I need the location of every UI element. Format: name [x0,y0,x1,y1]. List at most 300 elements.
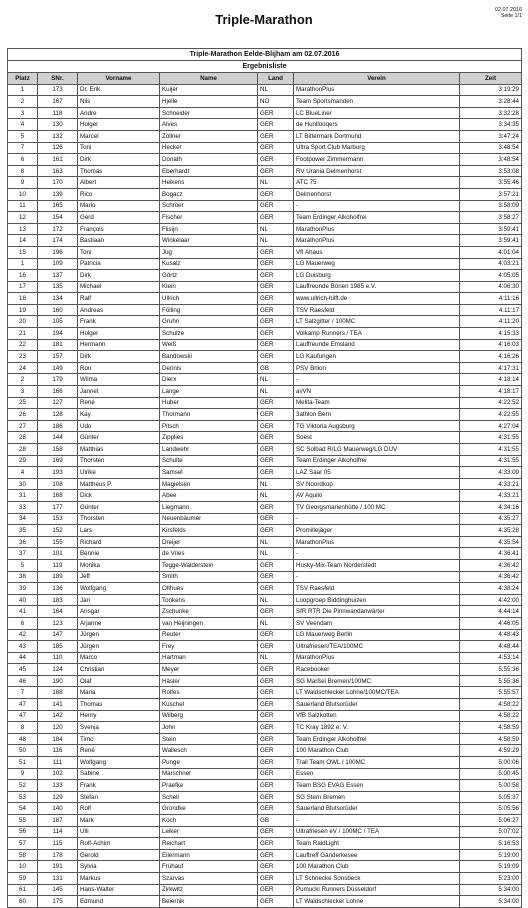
cell-zeit: 3:48:54 [460,142,522,154]
cell-name: Häsler [160,675,258,687]
cell-zeit: 4:17:31 [460,362,522,374]
cell-name: Leiker [160,826,258,838]
cell-land: GER [258,896,294,908]
cell-name: Praefke [160,780,258,792]
table-row [8,884,522,896]
table-row [8,130,522,142]
cell-snr: 186 [38,420,78,432]
cell-zeit: 5:00:58 [460,780,522,792]
cell-vorname: Olaf [78,675,160,687]
cell-verein: Melita-Team [294,397,460,409]
cell-land: GER [258,699,294,711]
cell-verein: LAZ Saar 05 [294,467,460,479]
cell-platz: 46 [8,675,38,687]
cell-platz: 39 [8,583,38,595]
cell-zeit: 4:11:20 [460,316,522,328]
cell-platz: 1 [8,258,38,270]
cell-snr: 175 [38,896,78,908]
cell-platz: 15 [8,246,38,258]
cell-zeit: 4:11:16 [460,293,522,305]
cell-vorname: Mark [78,815,160,827]
cell-verein: LT Schnecke Sonsbeck [294,872,460,884]
cell-zeit: 4:16:03 [460,339,522,351]
cell-verein: Footpower Zimmermann [294,154,460,166]
cell-name: Koch [160,815,258,827]
cell-land: NL [258,223,294,235]
cell-snr: 128 [38,409,78,421]
cell-verein: www.ullrich-hilft.de [294,293,460,305]
cell-land: GER [258,293,294,305]
cell-land: GER [258,629,294,641]
cell-vorname: Günter [78,432,160,444]
cell-snr: 115 [38,838,78,850]
cell-zeit: 4:11:17 [460,304,522,316]
cell-snr: 123 [38,617,78,629]
cell-land: NL [258,235,294,247]
cell-name: Huber [160,397,258,409]
header-date-block [495,7,522,20]
cell-vorname: Andre [78,107,160,119]
cell-zeit: 4:34:16 [460,501,522,513]
cell-platz: 7 [8,142,38,154]
cell-zeit: 3:59:41 [460,235,522,247]
cell-snr: 183 [38,594,78,606]
cell-vorname: Ulli [78,826,160,838]
table-row [8,177,522,189]
cell-verein: Delmenhorst [294,188,460,200]
cell-name: Reichart [160,838,258,850]
cell-name: Fischer [160,212,258,224]
cell-vorname: Rico [78,188,160,200]
cell-platz: 3 [8,386,38,398]
cell-platz: 59 [8,872,38,884]
cell-land: GER [258,583,294,595]
column-header: Vorname [78,73,160,85]
table-row [8,235,522,247]
cell-land: GER [258,455,294,467]
cell-verein: Ultra Sport Club Marburg [294,142,460,154]
cell-verein: LT Waldschlecker Lohne [294,896,460,908]
cell-snr: 114 [38,826,78,838]
cell-land: GER [258,525,294,537]
table-row [8,478,522,490]
table-row [8,316,522,328]
cell-land: GER [258,745,294,757]
cell-verein: - [294,374,460,386]
cell-snr: 108 [38,478,78,490]
cell-zeit: 3:58:09 [460,200,522,212]
cell-snr: 132 [38,130,78,142]
table-row [8,165,522,177]
column-header: Zeit [460,73,522,85]
cell-vorname: Stefan [78,791,160,803]
cell-snr: 185 [38,641,78,653]
cell-land: GER [258,212,294,224]
table-row [8,270,522,282]
cell-platz: 60 [8,896,38,908]
cell-snr: 169 [38,455,78,467]
cell-zeit: 4:59:29 [460,745,522,757]
cell-verein: MarathonPlus [294,536,460,548]
cell-land: NL [258,84,294,96]
cell-platz: 55 [8,815,38,827]
table-row [8,490,522,502]
page-number: Seite 1/1 [500,13,522,20]
cell-verein: - [294,571,460,583]
cell-platz: 9 [8,768,38,780]
cell-platz: 48 [8,733,38,745]
cell-vorname: Maria [78,687,160,699]
cell-snr: 170 [38,177,78,189]
cell-vorname: Sabine [78,768,160,780]
cell-name: Görtz [160,270,258,282]
cell-platz: 58 [8,849,38,861]
cell-verein: Trail Team OWL / 100MC [294,757,460,769]
cell-vorname: Wolfgang [78,583,160,595]
cell-platz: 1 [8,84,38,96]
cell-vorname: Andreas [78,304,160,316]
cell-zeit: 3:47:24 [460,130,522,142]
cell-zeit: 5:06:27 [460,815,522,827]
cell-vorname: Wolfgang [78,757,160,769]
cell-name: Rolfes [160,687,258,699]
cell-name: John [160,722,258,734]
cell-name: Heikens [160,177,258,189]
cell-name: Weiß [160,339,258,351]
cell-land: NO [258,96,294,108]
cell-land: GER [258,501,294,513]
cell-platz: 13 [8,223,38,235]
table-row [8,258,522,270]
cell-vorname: Matthias [78,444,160,456]
table-row [8,246,522,258]
cell-zeit: 4:42:00 [460,594,522,606]
cell-land: GER [258,258,294,270]
cell-name: Kuijer [160,84,258,96]
cell-verein: - [294,815,460,827]
cell-snr: 184 [38,733,78,745]
cell-snr: 139 [38,188,78,200]
cell-name: Zipplies [160,432,258,444]
cell-vorname: Thomas [78,699,160,711]
cell-platz: 24 [8,362,38,374]
cell-vorname: Lars [78,525,160,537]
cell-snr: 160 [38,304,78,316]
table-row [8,536,522,548]
cell-zeit: 4:58:59 [460,733,522,745]
cell-platz: 9 [8,177,38,189]
cell-zeit: 3:55:46 [460,177,522,189]
cell-platz: 47 [8,710,38,722]
cell-name: de Vries [160,548,258,560]
table-row [8,455,522,467]
cell-vorname: Ulrike [78,467,160,479]
cell-vorname: Sylvia [78,861,160,873]
cell-vorname: Arjanne [78,617,160,629]
table-row [8,432,522,444]
cell-snr: 164 [38,606,78,618]
cell-land: GER [258,420,294,432]
cell-vorname: Rolf-Achim [78,838,160,850]
cell-zeit: 4:22:55 [460,409,522,421]
cell-land: GER [258,107,294,119]
table-row [8,617,522,629]
cell-zeit: 5:55:36 [460,664,522,676]
table-row [8,606,522,618]
cell-vorname: Svenja [78,722,160,734]
table-row [8,420,522,432]
cell-vorname: Toni [78,142,160,154]
cell-zeit: 4:33:21 [460,478,522,490]
cell-platz: 3 [8,107,38,119]
cell-verein: LC BlueLiner [294,107,460,119]
cell-name: Grondke [160,803,258,815]
table-row [8,96,522,108]
cell-platz: 33 [8,501,38,513]
cell-verein: Volkamp Runners / TEA [294,328,460,340]
table-row [8,501,522,513]
cell-verein: TC Kray 1892 e. V. [294,722,460,734]
cell-platz: 17 [8,281,38,293]
cell-verein: Team BSG EVAG Essen [294,780,460,792]
cell-platz: 27 [8,420,38,432]
cell-platz: 19 [8,304,38,316]
cell-land: NL [258,536,294,548]
cell-name: Eberhardt [160,165,258,177]
cell-snr: 154 [38,212,78,224]
cell-land: GER [258,571,294,583]
cell-land: GER [258,467,294,479]
cell-vorname: Thomas [78,165,160,177]
cell-zeit: 4:35:28 [460,525,522,537]
cell-land: NL [258,177,294,189]
results-table [7,48,522,908]
cell-land: GER [258,328,294,340]
cell-name: Abee [160,490,258,502]
table-row [8,444,522,456]
table-row [8,559,522,571]
table-row [8,293,522,305]
cell-platz: 10 [8,188,38,200]
cell-name: Beiernik [160,896,258,908]
table-subtitle-row [8,61,522,73]
cell-vorname: Jan [78,594,160,606]
table-row [8,154,522,166]
cell-platz: 8 [8,165,38,177]
cell-verein: SG Marßel Bremen/100MC [294,675,460,687]
cell-name: Winkelaar [160,235,258,247]
table-row [8,304,522,316]
cell-snr: 149 [38,362,78,374]
cell-snr: 141 [38,699,78,711]
cell-vorname: Ron [78,362,160,374]
table-row [8,815,522,827]
table-row [8,374,522,386]
cell-verein: Essen [294,768,460,780]
cell-vorname: Thorsten [78,455,160,467]
cell-land: GER [258,733,294,745]
cell-name: Frey [160,641,258,653]
cell-verein: Team Erdinger Alkoholfrei [294,733,460,745]
cell-verein: 3athlon Bern [294,409,460,421]
table-row [8,896,522,908]
cell-platz: 28 [8,432,38,444]
cell-snr: 165 [38,200,78,212]
cell-zeit: 4:18:14 [460,374,522,386]
cell-snr: 178 [38,849,78,861]
cell-vorname: Holger [78,119,160,131]
table-row [8,791,522,803]
cell-snr: 133 [38,780,78,792]
cell-snr: 102 [38,768,78,780]
cell-name: Schneider [160,107,258,119]
cell-name: Dierx [160,374,258,386]
cell-platz: 2 [8,374,38,386]
cell-zeit: 3:53:08 [460,165,522,177]
cell-snr: 137 [38,270,78,282]
table-row [8,710,522,722]
cell-platz: 30 [8,478,38,490]
cell-snr: 163 [38,165,78,177]
cell-zeit: 4:48:44 [460,641,522,653]
cell-verein: SV Veendam [294,617,460,629]
cell-zeit: 4:18:17 [460,386,522,398]
cell-snr: 127 [38,397,78,409]
cell-name: Szarvas [160,872,258,884]
cell-name: Eilermann [160,849,258,861]
cell-verein: 100 Marathon Club [294,745,460,757]
results-body [8,84,522,907]
cell-land: GER [258,768,294,780]
cell-name: Neuenbäumer [160,513,258,525]
column-header: SNr. [38,73,78,85]
cell-vorname: Timo [78,733,160,745]
cell-vorname: Frank [78,316,160,328]
cell-platz: 8 [8,722,38,734]
cell-vorname: Richard [78,536,160,548]
table-row [8,200,522,212]
cell-snr: 118 [38,107,78,119]
cell-snr: 155 [38,536,78,548]
cell-zeit: 3:32:28 [460,107,522,119]
cell-platz: 21 [8,328,38,340]
cell-verein: Team Erdinger Alkoholfrei [294,212,460,224]
cell-vorname: Dirk [78,270,160,282]
cell-snr: 105 [38,316,78,328]
cell-snr: 135 [38,281,78,293]
cell-land: GER [258,606,294,618]
cell-land: NL [258,594,294,606]
cell-verein: 100 Marathon Club [294,861,460,873]
cell-vorname: Jannet [78,386,160,398]
cell-land: GER [258,188,294,200]
cell-land: GER [258,270,294,282]
cell-verein: LG Duisburg [294,270,460,282]
cell-verein: de Hunllooqers [294,119,460,131]
cell-zeit: 5:05:37 [460,791,522,803]
cell-land: GER [258,791,294,803]
cell-zeit: 5:00:45 [460,768,522,780]
cell-verein: TSV Raesfeld [294,304,460,316]
cell-land: GER [258,154,294,166]
cell-zeit: 4:48:43 [460,629,522,641]
cell-zeit: 4:33:21 [460,490,522,502]
cell-verein: LG Mauerweg [294,258,460,270]
cell-name: Punge [160,757,258,769]
cell-name: Lange [160,386,258,398]
cell-land: GB [258,815,294,827]
table-subtitle: Ergebnisliste [8,61,522,73]
cell-land: GB [258,362,294,374]
cell-land: NL [258,548,294,560]
cell-name: Dreijer [160,536,258,548]
cell-verein: - [294,548,460,560]
cell-name: Bandowski [160,351,258,363]
cell-verein: Lauftreff Ganderkesee [294,849,460,861]
table-row [8,722,522,734]
cell-vorname: Mario [78,200,160,212]
cell-platz: 28 [8,444,38,456]
cell-zeit: 4:22:52 [460,397,522,409]
cell-platz: 11 [8,200,38,212]
table-row [8,652,522,664]
cell-platz: 7 [8,687,38,699]
cell-zeit: 5:19:09 [460,861,522,873]
cell-zeit: 4:44:14 [460,606,522,618]
cell-snr: 129 [38,791,78,803]
cell-vorname: Dirk [78,351,160,363]
cell-zeit: 4:27:04 [460,420,522,432]
cell-platz: 45 [8,664,38,676]
cell-zeit: 4:01:04 [460,246,522,258]
cell-platz: 23 [8,351,38,363]
cell-land: GER [258,130,294,142]
cell-name: Schulze [160,328,258,340]
cell-platz: 34 [8,513,38,525]
cell-land: GER [258,838,294,850]
cell-zeit: 4:31:55 [460,444,522,456]
cell-snr: 179 [38,374,78,386]
cell-zeit: 4:36:42 [460,559,522,571]
cell-zeit: 3:59:41 [460,223,522,235]
cell-platz: 52 [8,780,38,792]
table-row [8,861,522,873]
cell-verein: Lauffreunde Bönen 1985 e.V. [294,281,460,293]
cell-name: Samsel [160,467,258,479]
cell-platz: 47 [8,699,38,711]
cell-verein: AV Aquilo [294,490,460,502]
cell-land: GER [258,397,294,409]
cell-snr: 152 [38,525,78,537]
cell-platz: 41 [8,606,38,618]
cell-name: Kusalz [160,258,258,270]
table-row [8,107,522,119]
cell-platz: 5 [8,559,38,571]
cell-verein: LT Bittermark Dortmund [294,130,460,142]
cell-name: Gruhn [160,316,258,328]
cell-snr: 166 [38,386,78,398]
cell-zeit: 4:16:26 [460,351,522,363]
cell-vorname: Hans-Walter [78,884,160,896]
cell-verein: Pumucki Runners Düsseldorf [294,884,460,896]
cell-platz: 10 [8,861,38,873]
cell-verein: LT Salzgitter / 100MC [294,316,460,328]
cell-verein: SC Solbad R/LG Mauerweg/LG DUV [294,444,460,456]
cell-land: NL [258,478,294,490]
table-row [8,594,522,606]
cell-verein: RV Urania Delmenhorst [294,165,460,177]
cell-land: GER [258,165,294,177]
